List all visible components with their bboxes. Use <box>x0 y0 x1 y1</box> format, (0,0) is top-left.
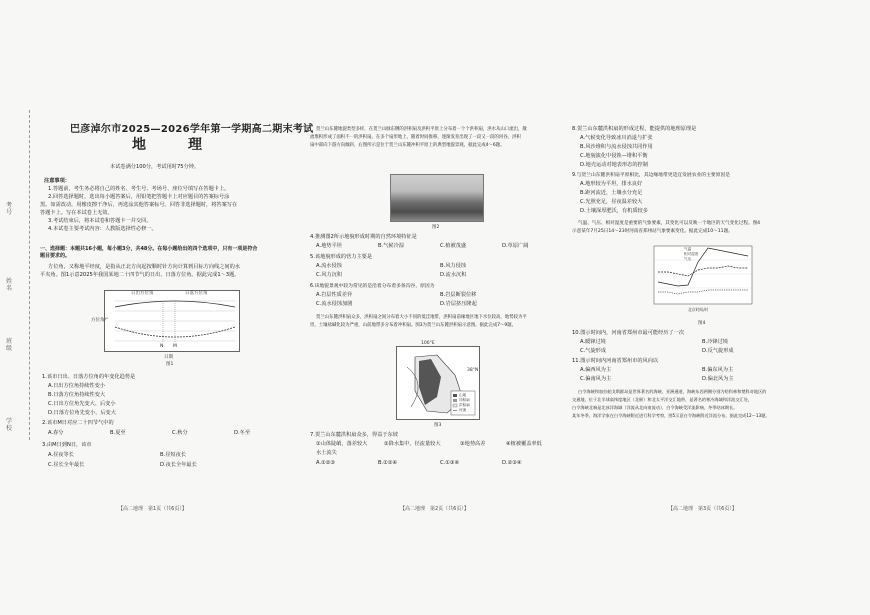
question-3: 3.由M日到N日，该市 <box>42 442 92 448</box>
q11-option-c[interactable]: C.偏南风为主 <box>580 376 612 382</box>
fig1-point-n: N <box>160 344 164 349</box>
q8-option-b[interactable]: B.风沙堆积与流水侵蚀共同作用 <box>580 144 653 150</box>
q2-option-d[interactable]: D.冬至 <box>234 430 251 436</box>
fig3-legend-proluvial: 洪积扇 <box>459 403 470 407</box>
question-5: 5.该地貌形成的营力主要是 <box>310 254 373 260</box>
question-7: 7.贺兰山东麓洪积扇众多，得益于东坡 <box>310 432 398 438</box>
q7-option-c[interactable]: C.①③④ <box>440 460 460 466</box>
intro-line: 贺兰山东麓洪积扇众多，洪积扇之间分布着大小不同的低洼地带，洪积扇前缘地区地下水位较高，地势较为平 <box>316 315 527 320</box>
q11-option-a[interactable]: A.偏西风为主 <box>580 367 612 373</box>
figure-2-photo <box>390 174 484 222</box>
q2-option-b[interactable]: B.夏至 <box>110 430 126 436</box>
intro-line: 交通地，位于北半球高纬度地区（北极）和北太平洋交汇地带，是著名的寒冷海域和洋流交汇处， <box>572 397 753 402</box>
fig3-legend-mountain: 山地 <box>459 393 467 397</box>
q7-note: 水土流失 <box>316 450 337 456</box>
intro-line: 白令海峡北端是北冰洋海域（洋流从北向南流动），白令海峡受洋流影响，冬季结冰期长。 <box>572 405 738 410</box>
q10-option-c[interactable]: C.气旋形成 <box>580 348 607 354</box>
q11-option-d[interactable]: D.偏北风为主 <box>702 376 734 382</box>
q10-option-a[interactable]: A.暖锋过境 <box>580 339 606 345</box>
q3-option-b[interactable]: B.昼短夜长 <box>160 452 186 458</box>
question-1: 1.该市日出、日落方位角的年变化趋势是 <box>42 374 136 380</box>
notice-heading: 注意事项： <box>44 178 70 184</box>
question-2: 2.该市M日对应二十四节气中的 <box>42 420 114 426</box>
fig2-caption: 图2 <box>432 225 440 230</box>
question-6: 6.该地貌景观中较为常见的是沿着分布着多条沟谷，原因为 <box>310 284 435 289</box>
q2-option-a[interactable]: A.春分 <box>48 430 64 436</box>
q6-option-c[interactable]: C.流水侵蚀加剧 <box>316 301 353 307</box>
notice-line: 黑。如需改动，用橡皮擦干净后，再选涂其他答案标号。回答非选择题时，将答案写在 <box>40 202 238 208</box>
figure-1-svg <box>105 291 239 351</box>
fig1-legend-sunset: 日落方位角 <box>185 291 208 296</box>
q9-option-d[interactable]: D.土壤深厚肥沃，有机质较多 <box>580 208 648 214</box>
notice-line: 2.回答选择题时，选出每小题答案后，用铅笔把答题卡上对应题目的答案标号涂 <box>48 194 230 200</box>
intro-line: 示意某年7月25日14～23时河南省郑州站气象要素变化。据此完成10～11题。 <box>572 229 733 234</box>
binding-margin <box>0 110 42 440</box>
q7-item: ①山体陡峭，落差较大 <box>316 441 368 447</box>
q5-option-c[interactable]: C.风力沉积 <box>316 272 343 278</box>
fig1-point-m: M <box>173 344 177 349</box>
q7-item: ②降水集中，径流量较大 <box>384 441 441 447</box>
q10-option-b[interactable]: B.冷锋过境 <box>702 339 728 345</box>
fig1-caption: 图1 <box>166 362 174 367</box>
q1-option-b[interactable]: B.日落方位角持续性变大 <box>48 392 106 398</box>
figure-4-svg <box>644 242 762 314</box>
q2-option-c[interactable]: C.秋分 <box>172 430 188 436</box>
exam-info: 本试卷满分100分，考试用时75分钟。 <box>110 164 200 170</box>
notice-line: 答题卡上。写在本试卷上无效。 <box>40 210 113 216</box>
q1-option-a[interactable]: A.日出方位角持续性变小 <box>48 383 105 389</box>
q3-option-d[interactable]: D.夜长全年最长 <box>160 462 197 468</box>
intro-line: 平夹角。图1示意2025年我国某地二十四节气的日出、日落方位角。据此完成1～3题。 <box>40 272 240 278</box>
q11-option-b[interactable]: B.偏东风为主 <box>702 367 734 373</box>
q4-option-c[interactable]: C.植被茂盛 <box>440 243 467 249</box>
fig3-latitude: 38°N <box>467 368 479 373</box>
q7-item: ④植被覆盖率低 <box>506 441 542 447</box>
binding-label-class: 班级 <box>6 338 13 352</box>
notice-line: 4.本试卷主要考试内容：人教版选择性必修一。 <box>48 226 157 232</box>
fig4-legend-pressure: 气压 <box>684 257 692 261</box>
q9-option-c[interactable]: C.光照充足，昼夜温差较大 <box>580 199 643 205</box>
q5-option-b[interactable]: B.风力侵蚀 <box>440 263 466 269</box>
question-8: 8.贺兰山东麓洪积扇的形成过程，能提供的地理原理是 <box>572 126 697 132</box>
fig3-longitude: 106°E <box>421 341 435 346</box>
intro-line: 坦，土壤盐碱化较为严重，山前地带多分布着冲积扇。图3为贺兰山东麓洪积扇示意图。据此完成7～9题。 <box>310 323 516 328</box>
q9-option-b[interactable]: B.距河流近，土壤水分充足 <box>580 190 643 196</box>
page-footer-2: 【高二地理 第2页（共6页）】 <box>400 506 469 512</box>
cut-line <box>29 110 30 440</box>
intro-line: 白令海峡和加拉帕戈斯群岛是世界著名的海峡、亚洲通道，海峡东西两侧分别为哈科林和楚科奇地区的 <box>578 389 767 394</box>
q6-option-d[interactable]: D.岩层挤压隆起 <box>440 301 477 307</box>
exam-title: 巴彦淖尔市2025—2026学年第一学期高二期末考试 <box>70 124 314 135</box>
q8-option-a[interactable]: A.气候变化导致冰川消退与扩张 <box>580 135 653 141</box>
question-11: 11.图示时间内河南省郑州市的风向以 <box>572 358 659 364</box>
subject-title: 地 理 <box>132 137 216 153</box>
intro-line: 气温、气压、相对湿度是重要的气象要素，其变化可以反映一个地区的天气变化过程。图4 <box>578 221 761 226</box>
q10-option-d[interactable]: D.反气旋形成 <box>702 348 734 354</box>
fig3-caption: 图3 <box>434 423 442 428</box>
notice-line: 1.答题前，考生务必将自己的姓名、考生号、考场号、座位号填写在答题卡上。 <box>48 186 230 192</box>
fig4-legend-humidity: 相对湿度 <box>684 252 699 256</box>
q6-option-b[interactable]: B.岩层断裂位移 <box>440 292 477 298</box>
binding-label-name: 姓名 <box>6 278 13 292</box>
q1-option-d[interactable]: D.日落方位角先变小、后变大 <box>48 410 116 416</box>
q3-option-a[interactable]: A.昼夜等长 <box>48 452 74 458</box>
page-footer-1: 【高二地理 第1页（共6页）】 <box>118 506 187 512</box>
q5-option-d[interactable]: D.流水沉积 <box>440 272 467 278</box>
intro-line: 流堆积形成了面积不一的洪积扇。在多个扇形地上，随着时间推移，逐渐发育出现了一段又一段的河谷。洪积 <box>310 135 521 140</box>
question-9: 9.与贺兰山东麓洪积扇平原相比，其边缘地带更适宜发展农业的主要原因是 <box>572 173 731 178</box>
binding-label-exam-number: 考号 <box>6 202 13 216</box>
fig4-legend-temp: 气温 <box>684 247 692 251</box>
q4-option-b[interactable]: B.气候冷湿 <box>378 243 404 249</box>
q8-option-d[interactable]: D.地壳运动对地表形态的控制 <box>580 162 648 168</box>
question-10: 10.图示时间内，河南省郑州市最可能经历了一次 <box>572 330 685 336</box>
q4-option-a[interactable]: A.地势平坦 <box>316 243 342 249</box>
q5-option-a[interactable]: A.流水侵蚀 <box>316 263 342 269</box>
fig1-xlabel: 日期 <box>164 355 173 360</box>
q4-option-d[interactable]: D.草原广阔 <box>502 243 529 249</box>
figure-1-chart <box>91 290 240 352</box>
section-heading-cont: 题目要求的。 <box>40 253 71 259</box>
page-footer-3: 【高二地理 第3页（共6页）】 <box>668 506 737 512</box>
q1-option-c[interactable]: C.日出方位角先变大、后变小 <box>48 401 116 407</box>
intro-line: 方位角，又称地平经度，是指从正北方向起按顺时针方向计算到目标方向线之间的水 <box>48 264 240 270</box>
q7-option-d[interactable]: D.②③④ <box>502 460 522 466</box>
figure-4-chart <box>644 242 762 314</box>
figure-3-map <box>396 341 480 420</box>
section-heading: 一、选择题：本题共16小题，每小题3分，共48分。在每小题给出的四个选项中，只有一项是符合 <box>40 246 258 252</box>
q9-option-a[interactable]: A.地形较为平坦，排水良好 <box>580 181 643 187</box>
intro-line: 贺兰山东麓地貌类型多样，在贺兰山脉东侧的洪积扇及洪积平原上分布着一个个洪积扇，洪水从山口流出，散 <box>316 127 527 132</box>
fig1-ylabel: 方位角/° <box>91 318 109 323</box>
q8-option-c[interactable]: C.地貌演化中侵蚀—堆积平衡 <box>580 153 648 159</box>
question-4: 4.推测图2所示地貌形成时期的自然环境特征是 <box>310 234 417 240</box>
intro-line: 扇中部向下游方向倾斜，右图所示是位于贺兰山东麓冲积平原上的典型地貌景观。据此完成4～6题。 <box>310 143 505 148</box>
q6-option-a[interactable]: A.岩层性质差异 <box>316 292 353 298</box>
fig4-caption: 图4 <box>698 321 706 326</box>
fig3-legend-alluvial: 冲积扇 <box>459 398 470 402</box>
intro-line: 某年冬季，海洋学家在白令海峡附近进行科学考察，图5示意白令海峡附近洋流分布，据此完成12～13题。 <box>572 413 770 418</box>
q7-option-b[interactable]: B.①②④ <box>378 460 398 466</box>
notice-line: 3.考试结束后，将本试卷和答题卡一并交回。 <box>48 218 152 224</box>
q7-option-a[interactable]: A.①②③ <box>316 460 336 466</box>
q3-option-c[interactable]: C.昼长全年最长 <box>48 462 85 468</box>
q7-item: ③地势高差 <box>460 441 486 447</box>
fig1-legend-sunrise: 日出方位角 <box>131 291 154 296</box>
binding-label-school: 学校 <box>6 418 13 432</box>
fig4-xlabel: 北京时间/时 <box>688 307 709 312</box>
fig3-legend-river: 河流 <box>459 408 467 412</box>
